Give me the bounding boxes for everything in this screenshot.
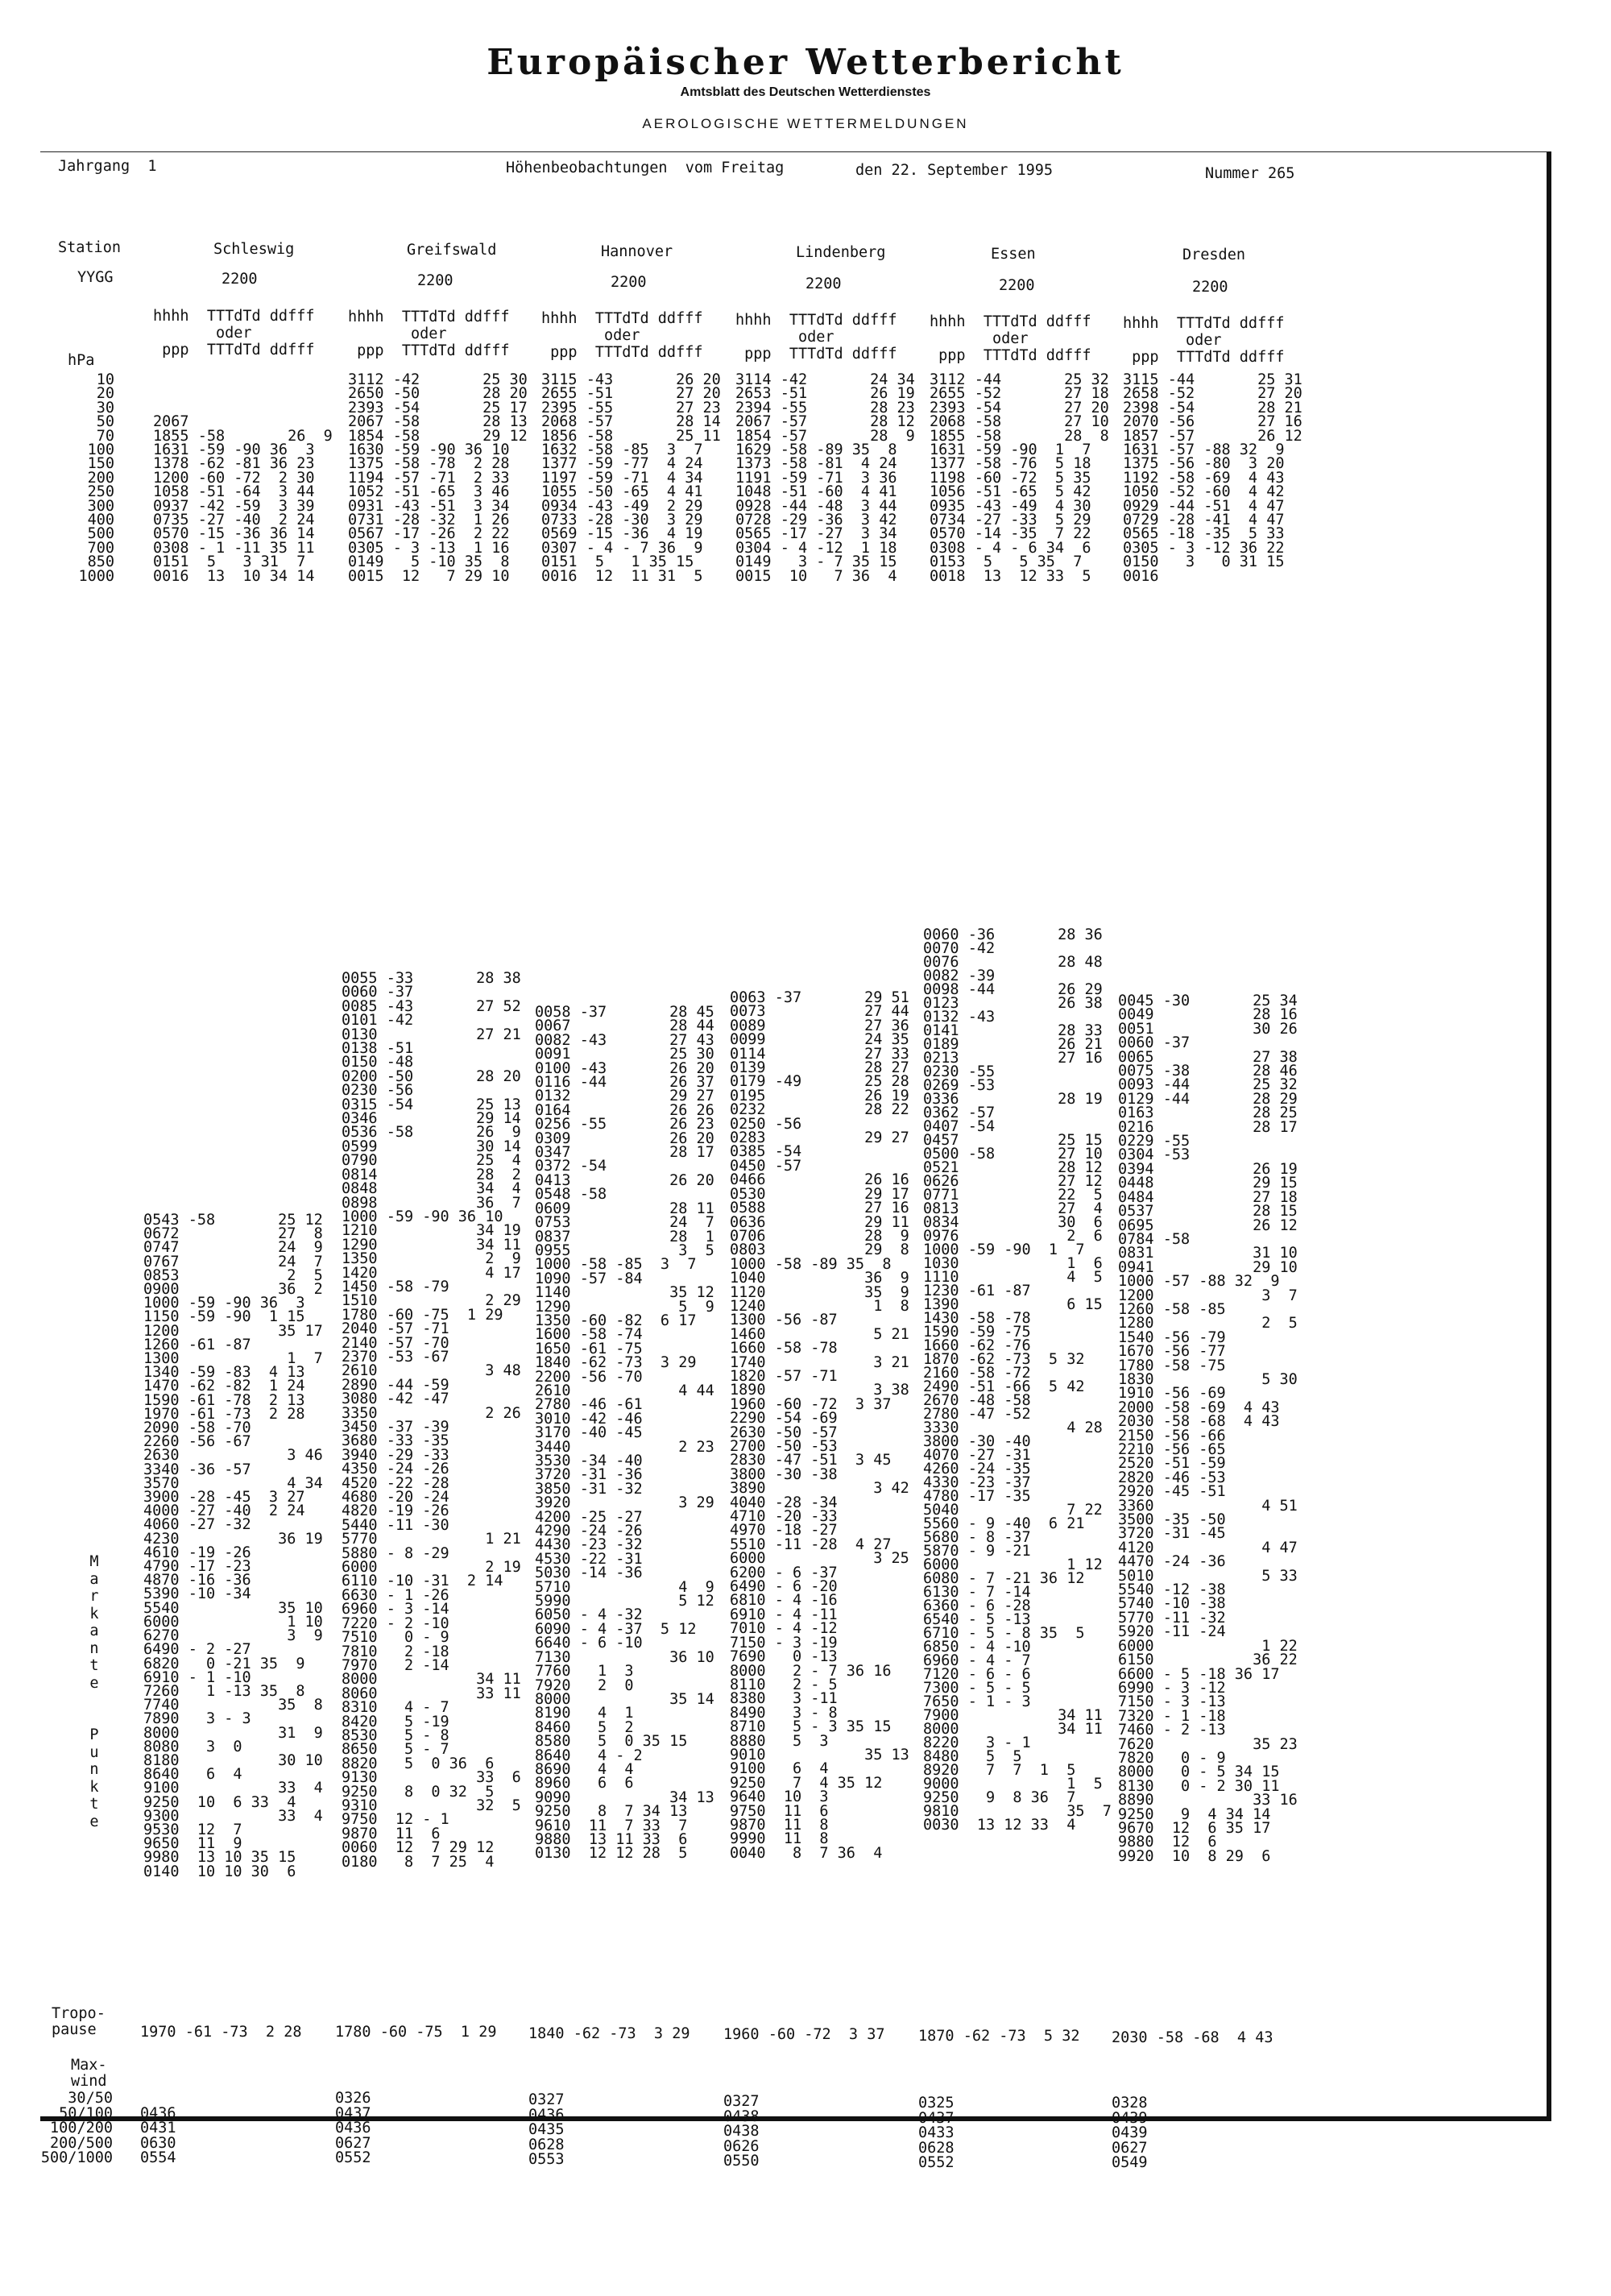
yygg-schleswig: 2200 (222, 271, 258, 288)
maxwind-essen: 0325 0437 0433 0628 0552 (918, 2095, 955, 2171)
markante-letter: u (89, 1743, 99, 1761)
col-header-hannover: hhhh TTTdTd ddfff oder ppp TTTdTd ddfff (541, 310, 703, 361)
observation-label: Höhenbeobachtungen vom Freitag (506, 160, 785, 176)
main-data-hannover: 3115 -43 26 20 2655 -51 27 20 2395 -55 27 23 2068 -57 28 14 1856 -58 25 11 1632 -58 -85 3 7 1377 -59 -77 4 24 1197 -59 -71 4 34 1055 -50 -65 4 41 0934 -43 -49 2 29 0733 -28 -30 3 29 0569 -15 -36 4 19 0307 - 4 - 7 36 9 0151 5 1 35 15 0016 12 11 31 5 (541, 371, 721, 585)
main-data-essen: 3112 -44 25 32 2655 -52 27 18 2393 -54 27 20 2068 -58 27 10 1855 -58 28 8 1631 -59 -90 1 7 1377 -58 -76 5 18 1198 -60 -72 5 35 1056 -51 -65 5 42 0935 -43 -49 4 30 0734 -27 -33 5 29 0570 -14 -35 7 22 0308 - 4 - 6 34 6 0153 5 5 35 7 0018 13 12 33 5 (930, 371, 1109, 585)
markante-essen: 0060 -36 28 36 0070 -42 0076 28 48 0082 -39 0098 -44 26 29 0123 26 38 0132 -43 0141 28 33 0189 26 21 0213 27 16 0230 -55 0269 -53 0336 28 19 0362 -57 0407 -54 0457 25 15 0500 -58 27 10 0521 28 12 0626 27 12 0771 22 5 0813 27 4 0834 30 6 0976 2 6 1000 -59 -90 1 7 1030 1 6 1110 4 5 1230 -61 -87 1390 6 15 1430 -58 -78 1590 -59 -75 1660 -62 -76 1870 -62 -73 5 32 2160 -58 -72 2490 -51 -66 5 42 2670 -48 -58 2780 -47 -52 3330 4 28 3800 -30 -40 4070 -27 -31 4260 -24 -35 4330 -23 -37 4780 -17 -35 5040 7 22 5560 - 9 -40 6 21 5680 - 8 -37 5870 - 9 -21 6000 1 12 6080 - 7 -21 36 12 6130 - 7 -14 6360 - 6 -28 6540 - 5 -13 6710 - 5 - 8 35 5 6850 - 4 -10 6960 - 4 - 7 7120 - 6 - 6 7300 - 5 - 5 7650 - 1 - 3 7900 34 11 8000 34 11 8220 3 - 1 8480 5 5 8920 7 7 1 5 9000 1 5 9250 9 8 36 7 9810 35 7 0030 13 12 33 4 (923, 926, 1112, 1834)
station-name-lindenberg: Lindenberg (796, 244, 886, 261)
col-header-schleswig: hhhh TTTdTd ddfff oder ppp TTTdTd ddfff (153, 308, 315, 358)
yygg-essen: 2200 (999, 277, 1035, 294)
yygg-label: YYGG (77, 269, 114, 286)
maxwind-level: 30/50 (68, 2090, 113, 2107)
main-data-dresden: 3115 -44 25 31 2658 -52 27 20 2398 -54 28 21 2070 -56 27 16 1857 -57 26 12 1631 -57 -88 32 9 1375 -56 -80 3 20 1192 -58 -69 4 43 1050 -52 -60 4 42 0929 -44 -51 4 47 0729 -28 -41 4 47 0565 -18 -35 5 33 0305 - 3 -12 36 22 0150 3 0 31 15 0016 (1123, 371, 1302, 585)
markante-letter: n (89, 1761, 99, 1778)
col-header-dresden: hhhh TTTdTd ddfff oder ppp TTTdTd ddfff (1123, 315, 1285, 366)
markante-schleswig: 0543 -58 25 12 0672 27 8 0747 24 9 0767 24 7 0853 2 5 0900 36 2 1000 -59 -90 36 3 1150 -59 -90 1 15 1200 35 17 1260 -61 -87 1300 1 7 1340 -59 -83 4 13 1470 -62 -82 1 24 1590 -61 -78 2 13 1970 -61 -73 2 28 2090 -58 -70 2260 -56 -67 2630 3 46 3340 -36 -57 3570 4 34 3900 -28 -45 3 27 4000 -27 -40 2 24 4060 -27 -32 4230 36 19 4610 -19 -26 4790 -17 -23 4870 -16 -36 5390 -10 -34 5540 35 10 6000 1 10 6270 3 9 6490 - 2 -27 6820 0 -21 35 9 6910 - 1 -10 7260 1 -13 35 8 7740 35 8 7890 3 - 3 8000 31 9 8080 3 0 8180 30 10 8640 6 4 9100 33 4 9250 10 6 33 4 9300 33 4 9530 12 7 9650 11 9 9980 13 10 35 15 0140 10 10 30 6 (143, 1212, 323, 1880)
tropopause-lindenberg: 1960 -60 -72 3 37 (723, 2026, 885, 2043)
markante-dresden: 0045 -30 25 34 0049 28 16 0051 30 26 0060 -37 0065 27 38 0075 -38 28 46 0093 -44 25 32 0129 -44 28 29 0163 28 25 0216 28 17 0229 -55 0304 -53 0394 26 19 0448 29 15 0484 27 18 0537 28 15 0695 26 12 0784 -58 0831 31 10 0941 29 10 1000 -57 -88 32 9 1200 3 7 1260 -58 -85 1280 2 5 1540 -56 -79 1670 -56 -77 1780 -58 -75 1830 5 30 1910 -56 -69 2000 -58 -69 4 43 2030 -58 -68 4 43 2150 -56 -66 2210 -56 -65 2520 -51 -59 2820 -46 -53 2920 -45 -51 3360 4 51 3500 -35 -50 3720 -31 -45 4120 4 47 4470 -24 -36 5010 5 33 5540 -12 -38 5740 -10 -38 5770 -11 -32 5920 -11 -24 6000 1 22 6150 36 22 6600 - 5 -18 36 17 6990 - 3 -12 7150 - 3 -13 7320 - 1 -18 7460 - 2 -13 7620 35 23 7820 0 - 9 8000 0 - 5 34 15 8130 0 - 2 30 11 8890 33 16 9250 9 4 34 14 9670 12 6 35 17 9880 12 6 9920 10 8 29 6 (1118, 993, 1298, 1865)
maxwind-lindenberg: 0327 0438 0438 0626 0550 (723, 2093, 760, 2170)
maxwind-level: 50/100 (59, 2104, 113, 2122)
maxwind-dresden: 0328 0439 0439 0627 0549 (1112, 2095, 1148, 2171)
pressure-level: 300 (87, 497, 114, 515)
markante-letter: r (89, 1588, 99, 1605)
pressure-level: 500 (87, 525, 114, 543)
pressure-level: 30 (96, 399, 114, 417)
pressure-levels (48, 373, 114, 583)
pressure-level: 200 (87, 469, 114, 487)
col-header-lindenberg: hhhh TTTdTd ddfff oder ppp TTTdTd ddfff (735, 312, 897, 363)
pressure-level: 150 (87, 455, 114, 473)
pressure-level: 1000 (78, 567, 114, 585)
main-data-lindenberg: 3114 -42 24 34 2653 -51 26 19 2394 -55 28 23 2067 -57 28 12 1854 -57 28 9 1629 -58 -89 35 8 1373 -58 -81 4 24 1191 -59 -71 3 36 1048 -51 -60 4 41 0928 -44 -48 3 44 0728 -29 -36 3 42 0565 -17 -27 3 34 0304 - 4 -12 1 18 0149 3 - 7 35 15 0015 10 7 36 4 (735, 371, 915, 585)
pressure-level: 50 (96, 413, 114, 431)
maxwind-level: 500/1000 (40, 2149, 113, 2166)
main-data-greifswald: 3112 -42 25 30 2650 -50 28 20 2393 -54 25 17 2067 -58 28 13 1854 -58 29 12 1630 -59 -90 36 10 1375 -58 -78 2 28 1194 -57 -71 2 33 1052 -51 -65 3 46 0931 -43 -51 3 34 0731 -28 -32 1 26 0567 -17 -26 2 22 0305 - 3 -13 1 16 0149 5 -10 35 8 0015 12 7 29 10 (348, 371, 528, 585)
pressure-level: 400 (87, 512, 114, 529)
markante-letter: a (89, 1623, 99, 1639)
markante-letter: t (89, 1657, 99, 1674)
tropopause-greifswald: 1780 -60 -75 1 29 (335, 2024, 497, 2041)
page-title: Europäischer Wetterbericht (487, 42, 1124, 83)
maxwind-hannover: 0327 0436 0435 0628 0553 (528, 2091, 565, 2168)
maxwind-label: Max- wind (71, 2057, 107, 2090)
markante-letter: t (89, 1796, 99, 1813)
pressure-level: 850 (87, 553, 114, 571)
tropopause-dresden: 2030 -58 -68 4 43 (1112, 2029, 1273, 2046)
markante-letter: k (89, 1778, 99, 1796)
col-header-essen: hhhh TTTdTd ddfff oder ppp TTTdTd ddfff (930, 313, 1091, 364)
col-header-greifswald: hhhh TTTdTd ddfff oder ppp TTTdTd ddfff (348, 309, 510, 359)
markante-greifswald: 0055 -33 28 38 0060 -37 0085 -43 27 52 0101 -42 0130 27 21 0138 -51 0150 -48 0200 -50 28 20 0230 -56 0315 -54 25 13 0346 29 14 0536 -58 26 9 0599 30 14 0790 25 4 0814 28 2 0848 34 4 0898 36 7 1000 -59 -90 36 10 1210 34 19 1290 34 11 1350 2 9 1420 4 17 1450 -58 -79 1510 2 29 1780 -60 -75 1 29 2040 -57 -71 2140 -57 -70 2370 -53 -67 2610 3 48 2890 -44 -59 3080 -42 -47 3350 2 26 3450 -37 -39 3680 -33 -35 3940 -29 -33 4350 -24 -26 4520 -22 -28 4680 -20 -24 4820 -19 -26 5440 -11 -30 5770 1 21 5880 - 8 -29 6000 2 19 6110 -10 -31 2 14 6630 - 1 -26 6960 - 3 -14 7220 - 2 -10 7510 0 - 9 7810 2 -18 7970 2 -14 8000 34 11 8060 33 11 8310 4 - 7 8420 5 -19 8530 5 - 8 8650 5 - 7 8820 5 0 36 6 9130 33 6 9250 8 0 32 5 9310 32 5 9750 12 - 1 9870 11 6 0060 12 7 29 12 0180 8 7 25 4 (342, 970, 521, 1871)
station-name-essen: Essen (991, 246, 1036, 263)
report-number: Nummer 265 (1205, 165, 1295, 182)
tropopause-schleswig: 1970 -61 -73 2 28 (140, 2024, 302, 2041)
pressure-level: 100 (87, 441, 114, 459)
markante-hannover: 0058 -37 28 45 0067 28 44 0082 -43 27 43 0091 25 30 0100 -43 26 20 0116 -44 26 37 0132 29 27 0164 26 26 0256 -55 26 23 0309 26 20 0347 28 17 0372 -54 0413 26 20 0548 -58 0609 28 11 0753 24 7 0837 28 1 0955 3 5 1000 -58 -85 3 7 1090 -57 -84 1140 35 12 1290 5 9 1350 -60 -82 6 17 1600 -58 -74 1650 -61 -75 1840 -62 -73 3 29 2200 -56 -70 2610 4 44 2780 -46 -61 3010 -42 -46 3170 -40 -45 3440 2 23 3530 -34 -40 3720 -31 -36 3850 -31 -32 3920 3 29 4200 -25 -27 4290 -24 -26 4430 -23 -32 4530 -22 -31 5030 -14 -36 5710 4 9 5990 5 12 6050 - 4 -32 6090 - 4 -37 5 12 6640 - 6 -10 7130 36 10 7760 1 3 7920 2 0 8000 35 14 8190 4 1 8460 5 2 8580 5 0 35 15 8640 4 - 2 8690 4 4 8960 6 6 9090 34 13 9250 8 7 34 13 9610 11 7 33 7 9880 13 11 33 6 0130 12 12 28 5 (535, 1004, 714, 1863)
maxwind-greifswald: 0326 0437 0436 0627 0552 (335, 2090, 371, 2166)
markante-lindenberg: 0063 -37 29 51 0073 27 44 0089 27 36 0099 24 35 0114 27 33 0139 28 27 0179 -49 25 28 0195 26 19 0232 28 22 0250 -56 0283 29 27 0385 -54 0450 -57 0466 26 16 0530 29 17 0588 27 16 0636 29 11 0706 28 9 0803 29 8 1000 -58 -89 35 8 1040 36 9 1120 35 9 1240 1 8 1300 -56 -87 1460 5 21 1660 -58 -78 1740 3 21 1820 -57 -71 1890 3 38 1960 -60 -72 3 37 2290 -54 -69 2630 -50 -57 2700 -50 -53 2830 -47 -51 3 45 3800 -30 -38 3890 3 42 4040 -28 -34 4710 -20 -33 4970 -18 -27 5510 -11 -28 4 27 6000 3 25 6200 - 6 -37 6490 - 6 -20 6810 - 4 -16 6910 - 4 -11 7010 - 4 -12 7150 - 3 -19 7690 0 -13 8000 2 - 7 36 16 8110 2 - 5 8380 3 -11 8490 3 - 8 8710 5 - 3 35 15 8880 5 3 9010 35 13 9100 6 4 9250 7 4 35 12 9640 10 3 9750 11 6 9870 11 8 9990 11 8 0040 8 7 36 4 (730, 989, 909, 1862)
station-name-dresden: Dresden (1182, 247, 1245, 263)
station-label: Station (58, 239, 121, 256)
tropopause-label: Tropo- pause (52, 2005, 106, 2038)
yygg-greifswald: 2200 (417, 272, 453, 289)
hpa-label: hPa (68, 352, 95, 369)
tropopause-hannover: 1840 -62 -73 3 29 (528, 2025, 690, 2042)
tropopause-essen: 1870 -62 -73 5 32 (918, 2028, 1080, 2045)
maxwind-schleswig: 0436 0431 0630 0554 (140, 2104, 176, 2166)
main-data-schleswig: 2067 1855 -58 26 9 1631 -59 -90 36 3 1378 -62 -81 36 23 1200 -60 -72 2 30 1058 -51 -64 3 44 0937 -42 -59 3 39 0735 -27 -40 2 24 0570 -15 -36 36 14 0308 - 1 -11 35 11 0151 5 3 31 7 0016 13 10 34 14 (153, 413, 333, 585)
markante-letter: a (89, 1570, 99, 1588)
yygg-dresden: 2200 (1192, 279, 1228, 296)
markante-letter: e (89, 1674, 99, 1692)
page-subtitle: Amtsblatt des Deutschen Wetterdienstes (680, 85, 931, 99)
markante-letter: k (89, 1605, 99, 1623)
markante-letter: P (89, 1726, 99, 1743)
pressure-level: 250 (87, 483, 114, 501)
pressure-level: 10 (96, 371, 114, 388)
markante-letter: e (89, 1813, 99, 1830)
markante-letter: M (89, 1553, 99, 1570)
maxwind-level: 100/200 (50, 2120, 113, 2136)
station-name-schleswig: Schleswig (213, 241, 295, 258)
jahrgang-label: Jahrgang 1 (58, 158, 157, 175)
yygg-lindenberg: 2200 (806, 276, 842, 292)
pressure-level: 20 (96, 385, 114, 403)
yygg-hannover: 2200 (611, 274, 647, 291)
maxwind-level: 200/500 (50, 2134, 113, 2152)
pressure-level: 70 (96, 427, 114, 445)
pressure-level: 700 (87, 539, 114, 557)
section-title: AEROLOGISCHE WETTERMELDUNGEN (642, 116, 969, 131)
markante-letter: n (89, 1639, 99, 1657)
maxwind-levels (32, 2091, 113, 2166)
report-date: den 22. September 1995 (855, 162, 1054, 179)
station-name-greifswald: Greifswald (407, 242, 497, 259)
station-name-hannover: Hannover (601, 243, 673, 260)
